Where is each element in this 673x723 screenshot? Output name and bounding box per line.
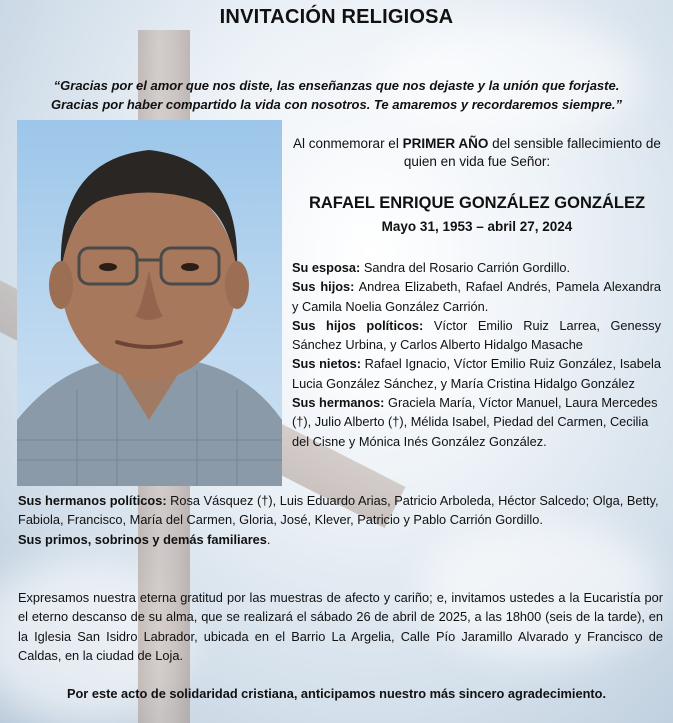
deceased-name: RAFAEL ENRIQUE GONZÁLEZ GONZÁLEZ [308, 194, 646, 212]
family-inlaws [292, 316, 661, 355]
relatives-end: . [266, 531, 271, 547]
closing-line: Por este acto de solidaridad cristiana, anticipamos nuestro más sincero agradecimiento. [66, 686, 607, 701]
relatives-label: Sus primos, sobrinos y demás familiares [18, 531, 267, 547]
page-title: INVITACIÓN RELIGIOSA [219, 6, 454, 28]
family-wife [292, 258, 661, 277]
portrait-photo [17, 120, 282, 486]
quote-line-1: “Gracias por el amor que nos diste, las enseñanzas que nos dejaste y la unión que forjaste. [53, 78, 620, 93]
deceased-dates: Mayo 31, 1953 – abril 27, 2024 [381, 219, 573, 234]
gratitude-paragraph: Expresamos nuestra eterna gratitud por las muestras de afecto y cariño; e, invitamos ustedes a la Eucaristía por el eterno descanso de su alma, que se realizará el sábado 26 de abril de 2025, a las 18h00 (seis de la tarde), en la Iglesia San Isidro Labrador, ubicada en el Barrio La Argelia, Calle Pío Jaramillo Alvarado y Francisco de Caldas, en la ciudad de Loja. [18, 590, 663, 663]
family-siblings [292, 393, 661, 451]
intro-text [292, 135, 662, 171]
children-label: Sus hijos: [292, 279, 355, 295]
intro-highlight: PRIMER AÑO [402, 136, 489, 151]
siblings-value: Graciela María, Víctor Manuel, Laura Mercedes (†), Julio Alberto (†), Mélida Isabel, Piedad del Carmen, Cecilia del Cisne y Mónica Inés González González. [292, 395, 658, 449]
family-relatives [18, 530, 661, 549]
grandchildren-label: Sus nietos: [292, 356, 362, 372]
quote-line-2: Gracias por haber compartido la vida con nosotros. Te amaremos y recordaremos siempre.” [51, 97, 622, 112]
inlaws-value: Víctor Emilio Ruiz Larrea, Genessy Sánchez Urbina, y Carlos Alberto Hidalgo Masache [292, 317, 661, 353]
family-sibling-inlaws [18, 491, 661, 530]
family-children [292, 277, 661, 316]
wife-label: Su esposa: [292, 260, 361, 275]
inlaws-label: Sus hijos políticos: [292, 317, 424, 333]
memorial-quote [10, 76, 663, 114]
sibling-inlaws-value: Rosa Vásquez (†), Luis Eduardo Arias, Patricio Arboleda, Héctor Salcedo; Olga, Betty, Fabiola, Francisco, María del Carmen, Gloria, José, Klever, Patricio y Pablo Carrión Gordillo. [18, 493, 659, 528]
sibling-inlaws-label: Sus hermanos políticos: [18, 493, 167, 508]
wife-value: Sandra del Rosario Carrión Gordillo. [360, 260, 571, 275]
grandchildren-value: Rafael Ignacio, Víctor Emilio Ruiz González, Isabela Lucia González Sánchez, y María Cristina Hidalgo González [292, 356, 661, 391]
intro-before: Al conmemorar el [293, 136, 403, 151]
portrait-icon [17, 120, 282, 486]
children-value: Andrea Elizabeth, Rafael Andrés, Pamela Alexandra y Camila Noelia González Carrión. [292, 279, 661, 314]
family-grandchildren [292, 354, 661, 393]
siblings-label: Sus hermanos: [292, 395, 385, 411]
family-list-continued [18, 491, 661, 549]
intro-after: del sensible fallecimiento de quien en vida fue Señor: [403, 136, 661, 169]
family-list [292, 258, 661, 451]
